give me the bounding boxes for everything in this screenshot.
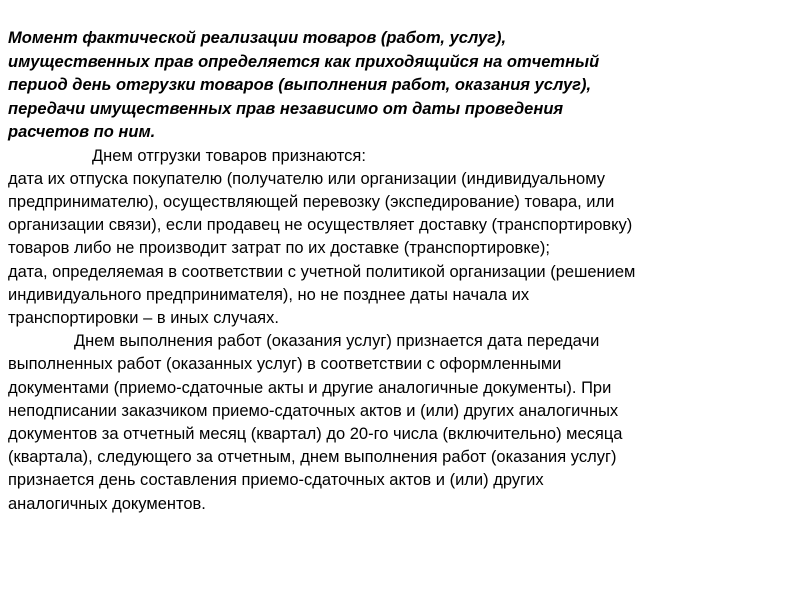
shipment-paragraph xyxy=(8,145,788,331)
shipment-line: предпринимателю), осуществляющей перевозку (экспедирование) товара, или xyxy=(8,192,615,211)
shipment-line: дата их отпуска покупателю (получателю или организации (индивидуальному xyxy=(8,169,605,188)
works-line: документов за отчетный месяц (квартал) до 20-го числа (включительно) месяца xyxy=(8,424,623,443)
works-line: (квартала), следующего за отчетным, днем выполнения работ (оказания услуг) xyxy=(8,448,617,467)
works-first-line: Днем выполнения работ (оказания услуг) признается дата передачи xyxy=(74,332,600,351)
slide-content xyxy=(8,27,788,516)
lead-paragraph xyxy=(8,27,788,145)
works-line: документами (приемо-сдаточные акты и другие аналогичные документы). При xyxy=(8,378,612,397)
shipment-line: транспортировки – в иных случаях. xyxy=(8,308,279,327)
works-line: выполненных работ (оказанных услуг) в соответствии с оформленными xyxy=(8,355,562,374)
shipment-line: организации связи), если продавец не осуществляет доставку (транспортировку) xyxy=(8,216,633,235)
works-paragraph xyxy=(8,330,788,516)
lead-line: имущественных прав определяется как приходящийся на отчетный xyxy=(8,52,600,71)
lead-line: передачи имущественных прав независимо от даты проведения xyxy=(8,99,564,118)
works-line: признается день составления приемо-сдаточных актов и (или) других xyxy=(8,471,544,490)
lead-line: расчетов по ним. xyxy=(8,123,156,141)
shipment-heading: Днем отгрузки товаров признаются: xyxy=(92,146,366,165)
shipment-line: индивидуального предпринимателя), но не позднее даты начала их xyxy=(8,285,530,304)
works-line: аналогичных документов. xyxy=(8,494,206,513)
lead-line: Момент фактической реализации товаров (работ, услуг), xyxy=(8,29,507,47)
lead-line: период день отгрузки товаров (выполнения работ, оказания услуг), xyxy=(8,76,592,94)
shipment-line: товаров либо не производит затрат по их доставке (транспортировке); xyxy=(8,239,550,258)
works-line: неподписании заказчиком приемо-сдаточных актов и (или) других аналогичных xyxy=(8,401,619,420)
shipment-line: дата, определяемая в соответствии с учетной политикой организации (решением xyxy=(8,262,636,281)
